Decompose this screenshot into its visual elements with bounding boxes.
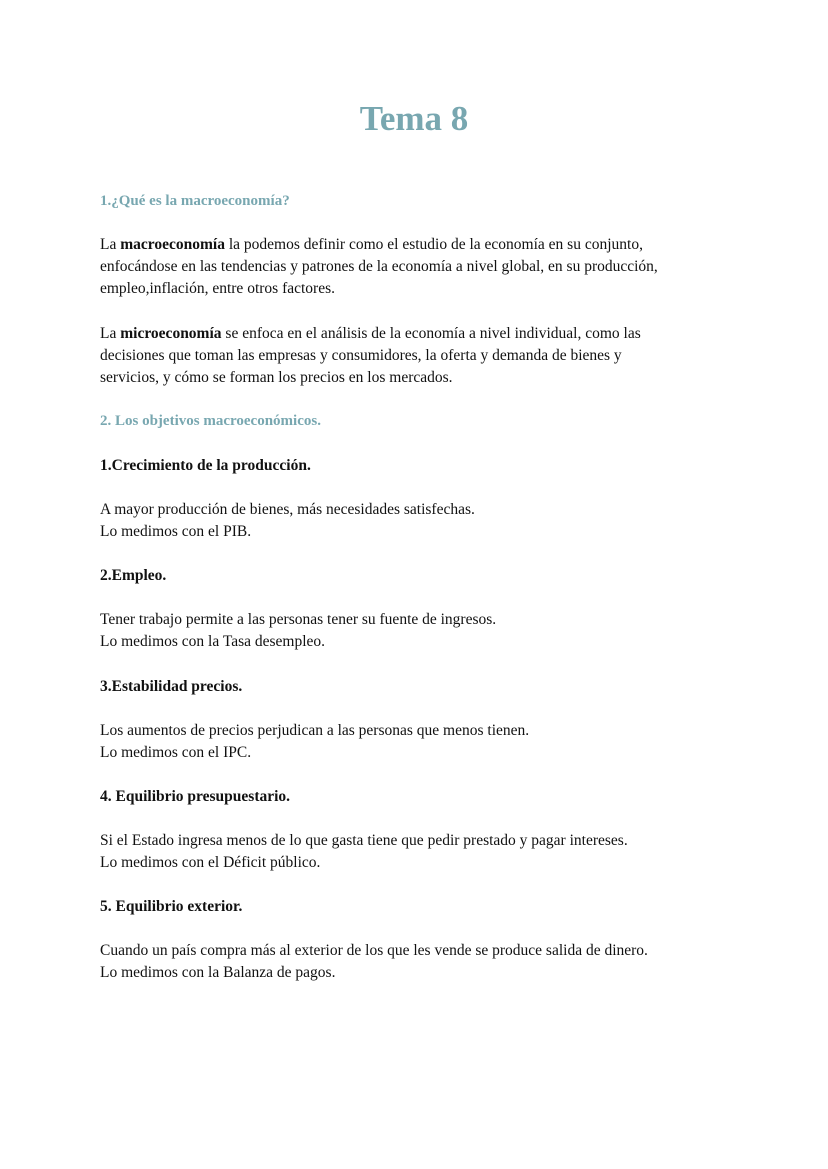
text-line: Cuando un país compra más al exterior de los que les vende se produce salida de dinero. — [100, 942, 648, 959]
objective-text — [100, 830, 628, 874]
objective-title: 4. Equilibrio presupuestario. — [100, 788, 291, 805]
objective-title: 3.Estabilidad precios. — [100, 678, 243, 695]
objective-title: 1.Crecimiento de la producción. — [100, 457, 311, 474]
text-line: Lo medimos con la Balanza de pagos. — [100, 964, 336, 981]
text-line: empleo,inflación, entre otros factores. — [100, 280, 335, 297]
text: se enfoca en el análisis de la economía a nivel individual, como las — [221, 325, 641, 342]
objective-text — [100, 940, 648, 984]
section-heading-macroeconomia: 1.¿Qué es la macroeconomía? — [100, 193, 290, 209]
text: La — [100, 325, 121, 342]
text-line: A mayor producción de bienes, más necesidades satisfechas. — [100, 501, 475, 518]
objective-title: 5. Equilibrio exterior. — [100, 898, 243, 915]
section-heading-objetivos: 2. Los objetivos macroeconómicos. — [100, 413, 321, 429]
text-line: Si el Estado ingresa menos de lo que gasta tiene que pedir prestado y pagar intereses. — [100, 832, 628, 849]
objective-title: 2.Empleo. — [100, 567, 167, 584]
text-line: Lo medimos con el PIB. — [100, 523, 252, 540]
text-line: Lo medimos con la Tasa desempleo. — [100, 633, 326, 650]
text-line: decisiones que toman las empresas y consumidores, la oferta y demanda de bienes y — [100, 347, 622, 364]
objective-text — [100, 499, 475, 543]
paragraph-macroeconomia — [100, 234, 658, 300]
text-line: servicios, y cómo se forman los precios en los mercados. — [100, 369, 453, 386]
document-title: Tema 8 — [359, 99, 469, 138]
bold-term: microeconomía — [120, 325, 222, 342]
text: la podemos definir como el estudio de la economía en su conjunto, — [224, 236, 643, 253]
paragraph-microeconomia — [100, 323, 641, 389]
objective-text — [100, 720, 529, 764]
text-line: enfocándose en las tendencias y patrones de la economía a nivel global, en su producción, — [100, 258, 658, 275]
text: La — [100, 236, 121, 253]
text-line: Tener trabajo permite a las personas tener su fuente de ingresos. — [100, 611, 497, 628]
text-line: Lo medimos con el IPC. — [100, 744, 252, 761]
bold-term: macroeconomía — [120, 236, 225, 253]
objective-text — [100, 609, 496, 653]
text-line: Los aumentos de precios perjudican a las personas que menos tienen. — [100, 722, 530, 739]
text-line: Lo medimos con el Déficit público. — [100, 854, 321, 871]
